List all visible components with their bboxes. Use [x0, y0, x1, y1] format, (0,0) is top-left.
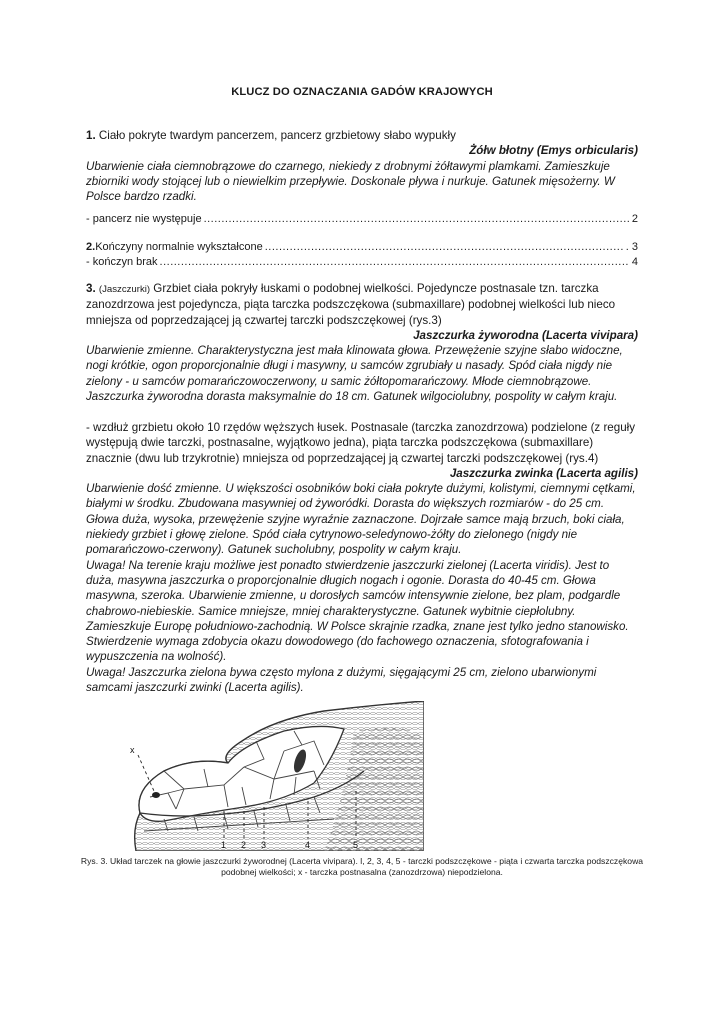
- figure-lizard-head: [124, 701, 424, 851]
- key-line-2: [86, 212, 638, 226]
- section-3-heading: [86, 281, 638, 328]
- label-1: 1: [221, 840, 227, 850]
- key-line-3-dots: [265, 240, 624, 254]
- label-3: 3: [261, 840, 267, 850]
- section-3-group: (Jaszczurki): [98, 284, 151, 295]
- key-line-4: [86, 255, 638, 269]
- species-vivipara: Jaszczurka żyworodna (Lacerta vivipara): [413, 328, 638, 342]
- warning-viridis: Uwaga! Na terenie kraju możliwe jest ponadto stwierdzenie jaszczurki zielonej (Lacerta viridis). Jest to duża, masywna jaszczurka o proporcjonalnie długich nogach i ogonie. Dorasta do 40-45 cm. Głowa masywna, szeroka. Ubarwienie zmienne, u dorosłych samców intensywnie zielone, bez plam, podgardle chabrowo-niebieskie. Samice mniejsze, mniej charakterystyczne. Gatunek wybitnie ciepłolubny. Zamieszkuje Europę południowo-zachodnią. W Polsce skrajnie rzadka, znane jest tylko jedno stanowisko. Stwierdzenie wymaga zdobycia okazu dowodowego (do fachowego oznaczenia, sfotografowania i wypuszczenia na wolność).: [86, 558, 629, 664]
- species-emys: Żółw błotny (Emys orbicularis): [469, 144, 638, 158]
- species-vivipara-description: Ubarwienie zmienne. Charakterystyczna jest mała klinowata głowa. Przewężenie szyjne słabo widoczne, nogi krótkie, ogon proporcjonalnie długi i masywny, u samców zgrubiały u nasady. Spód ciała nigdy nie zielony - u samców pomarańczowoczerwony, u samic żółtopomarańczowy. Młode ciemnobrązowe. Jaszczurka żyworodna dorasta maksymalnie do 18 cm. Gatunek wilgociolubny, pospolity w całym kraju.: [86, 344, 623, 404]
- key-line-2-label: - pancerz nie występuje: [86, 213, 202, 225]
- key-line-3-label: Kończyny normalnie wykształcone: [95, 241, 263, 253]
- warning-confusion: Uwaga! Jaszczurka zielona bywa często mylona z dużymi, sięgającymi 25 cm, zielono ubarwionymi samcami jaszczurki zwinki (Lacerta agilis).: [86, 665, 597, 695]
- document-title: KLUCZ DO OZNACZANIA GADÓW KRAJOWYCH: [231, 86, 493, 98]
- figure-caption: Rys. 3. Układ tarczek na głowie jaszczurki żyworodnej (Lacerta vivipara). l, 2, 3, 4, 5 - tarczki podszczękowe - piąta i czwarta tarczka podszczękowa podobnej wielkości; x - tarczka postnasalna (zanozdrzowa) niepodzielona.: [80, 856, 644, 878]
- key-line-3-target: . 3: [625, 241, 638, 253]
- section-1-number: 1.: [86, 129, 96, 142]
- section-3: [86, 281, 638, 404]
- section-1: [86, 128, 638, 204]
- label-2: 2: [241, 840, 247, 850]
- key-line-3-number: 2.: [86, 241, 96, 253]
- nostril: [152, 792, 160, 798]
- section-3-text: Grzbiet ciała pokryły łuskami o podobnej wielkości. Pojedyncze postnasale tzn. tarczka zanozdrzowa jest pojedyncza, piąta tarczka podszczękowa (submaxillare) podobnej wielkości lub nieco mniejsza od poprzedzającej ją czwartej tarczki podszczękowej (rys.3): [86, 282, 616, 327]
- key-line-4-label: - kończyn brak: [86, 256, 158, 268]
- key-line-4-target: 4: [631, 256, 638, 268]
- section-3-alternative: [86, 420, 638, 695]
- section-3-alternative-text: - wzdłuż grzbietu około 10 rzędów węższych łusek. Postnasale (tarczka zanozdrzowa) podzielone (z reguły występują dwie tarczki, postnasalne, wyjątkowo jedna), piąta tarczka podszczękowa (submaxillare) znacznie (dwu lub trzykrotnie) mniejsza od poprzedzającej ją czwartej tarczki podszczękowej (rys.4): [86, 421, 636, 465]
- section-3-number: 3.: [86, 282, 96, 295]
- key-line-2-dots: [204, 212, 630, 226]
- label-x: x: [130, 745, 135, 755]
- species-emys-description: Ubarwienie ciała ciemnobrązowe do czarnego, niekiedy z drobnymi żółtawymi plamkami. Zamieszkuje zbiorniki wody stojącej lub o niewielkim przepływie. Doskonale pływa i nurkuje. Gatunek mięsożerny. W Polsce bardzo rzadki.: [86, 159, 615, 204]
- key-line-2-target: 2: [631, 213, 638, 225]
- lizard-head-drawing: [124, 701, 424, 851]
- key-line-3: [86, 240, 638, 254]
- key-line-4-dots: [160, 255, 630, 269]
- label-5: 5: [353, 840, 359, 850]
- label-4: 4: [305, 840, 311, 850]
- section-1-text: Ciało pokryte twardym pancerzem, pancerz grzbietowy słabo wypukły: [95, 129, 456, 142]
- species-agilis-description: Ubarwienie dość zmienne. U większości osobników boki ciała pokryte dużymi, kolistymi, ciemnymi cętkami, białymi w środku. Zbudowana masywniej od żyworódki. Dorasta do większych rozmiarów - do 25 cm. Głowa duża, wysoka, przewężenie szyjne wyraźnie zaznaczone. Dojrzałe samce mają brzuch, boki ciała, niekiedy grzbiet i głowę zielone. Spód ciała cytrynowo-seledynowo-żółty do zielonego (nigdy nie pomarańczowo-czerwony). Gatunek sucholubny, pospolity w całym kraju.: [86, 482, 636, 557]
- section-1-heading: [86, 128, 638, 143]
- species-agilis: Jaszczurka zwinka (Lacerta agilis): [449, 466, 638, 480]
